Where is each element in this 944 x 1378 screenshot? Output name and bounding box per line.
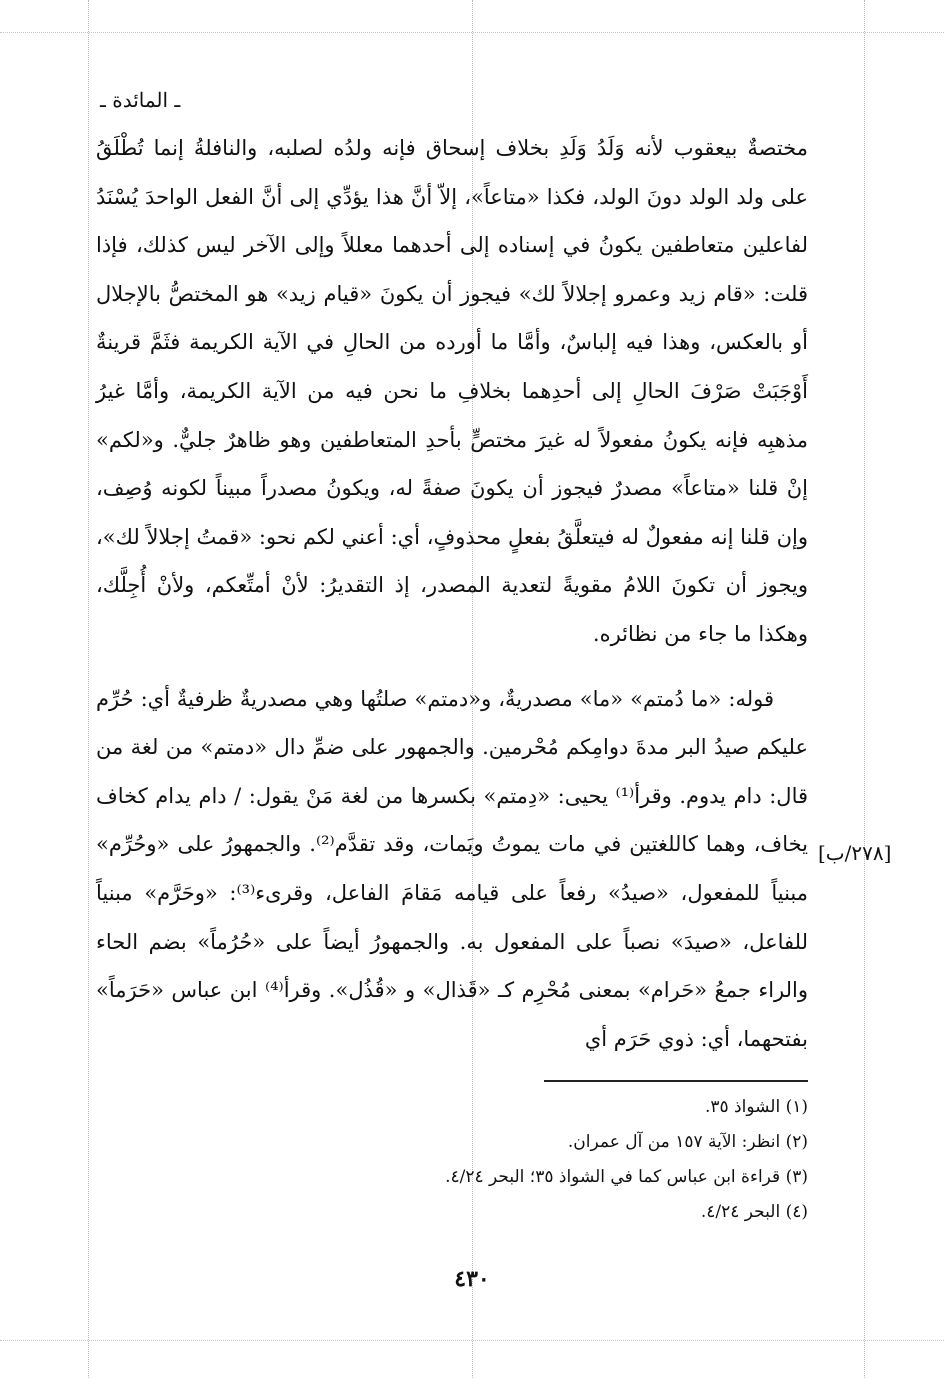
footnote-separator: [544, 1080, 808, 1082]
running-header: ـ المائدة ـ: [100, 88, 181, 112]
scan-guide-left: [88, 0, 89, 1378]
page-number: ٤٣٠: [454, 1266, 490, 1292]
scan-guide-right: [864, 0, 865, 1378]
footnote-1: (١) الشواذ ٣٥.: [704, 1097, 808, 1117]
scan-guide-bottom: [0, 1340, 944, 1341]
footnotes: [400, 1090, 808, 1230]
body-paragraph-1: مختصةٌ بيعقوب لأنه وَلَدُ وَلَدِ بخلاف إسحاق فإنه ولدُه لصلبه، والنافلةُ إنما تُطْلَقُ على ولد الولد دونَ الولد، فكذا «متاعاً»، إلاّ أنَّ هذا يؤدِّي إلى أنَّ الفعل الواحدَ يُسْنَدُ لفاعلين متعاطفين يكونُ في إسناده إلى أحدهما معللاً وإلى الآخر ليس كذلك، فإذا قلت: «قام زيد وعمرو إجلالاً لك» فيجوز أن يكونَ «قيام زيد» هو المختصُّ بالإجلال أو بالعكس، وهذا فيه إلباسٌ، وأمَّا ما أورده من الحالِ في الآية الكريمة فثَمَّ قرينةٌ أَوْجَبَتْ صَرْفَ الحالِ إلى أحدِهما بخلافِ ما نحن فيه من الآية الكريمة، وأمَّا غيرُ مذهبِه فإنه يكونُ مفعولاً له غيرَ مختصٍّ بأحدِ المتعاطفين وهو ظاهرٌ جليٌّ. و«لكم» إنْ قلنا «متاعاً» مصدرٌ فيجوز أن يكونَ صفةً له، ويكونُ مصدراً مبيناً لكونه وُصِف، وإن قلنا إنه مفعولٌ له فيتعلَّقُ بفعلٍ محذوفٍ، أي: أعني لكم نحو: «قمتُ إجلالاً لك»، ويجوز أن تكونَ اللامُ مقويةً لتعدية المصدر، إذ التقديرُ: لأنْ أمتِّعكم، ولأنْ أُجِلَّك، وهكذا ما جاء من نظائره.: [96, 136, 808, 646]
footnote-4: (٤) البحر ٤/٢٤.: [700, 1202, 808, 1222]
body-paragraph-2: قوله: «ما دُمتم» «ما» مصدريةٌ، و«دمتم» صلتُها وهي مصدريةٌ ظرفيةٌ أي: حُرِّم عليكم صيدُ البر مدةَ دوامِكم مُحْرمين. والجمهور على ضمِّ دال «دمتم» من لغة من قال: دام يدوم. وقرأ⁽¹⁾ يحيى: «دِمتم» بكسرها من لغة مَنْ يقول: / دام يدام كخاف يخاف، وهما كاللغتين في مات يموتُ ويَمات، وقد تقدَّم⁽²⁾. والجمهورُ على «وحُرِّم» مبنياً للمفعول، «صيدُ» رفعاً على قيامه مَقامَ الفاعل، وقرىء⁽³⁾: «وحَرَّم» مبنياً للفاعل، «صيدَ» نصباً على المفعول به. والجمهورُ أيضاً على «حُرُماً» بضم الحاء والراء جمعُ «حَرام» بمعنى مُحْرِم كـ «قَذال» و «قُذُل». وقرأ⁽⁴⁾ ابن عباس «حَرَماً» بفتحهما، أي: ذوي حَرَم أي: [96, 686, 809, 1051]
manuscript-folio-note: [٢٧٨/ب]: [818, 841, 892, 865]
footnote-2: (٢) انظر: الآية ١٥٧ من آل عمران.: [567, 1132, 808, 1152]
main-text: [96, 124, 808, 1063]
footnote-3: (٣) قراءة ابن عباس كما في الشواذ ٣٥؛ البحر ٤/٢٤.: [445, 1167, 808, 1187]
scan-guide-top: [0, 32, 944, 33]
